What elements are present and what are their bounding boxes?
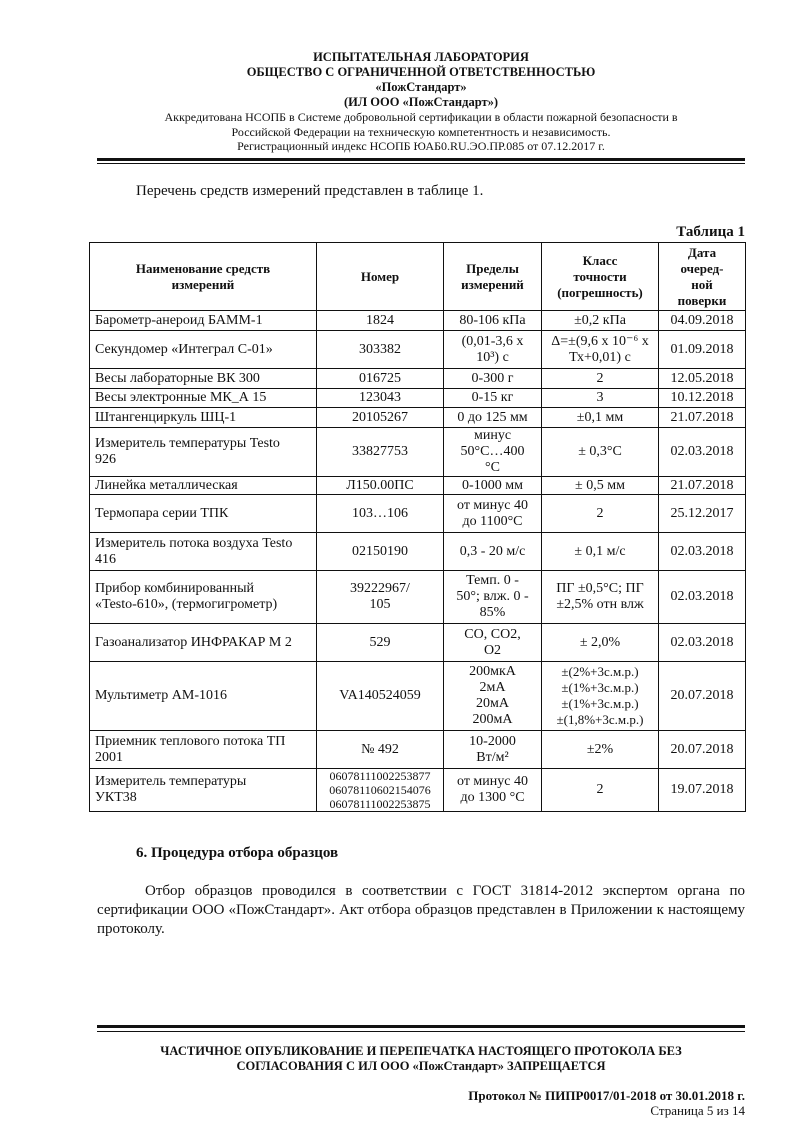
table-row xyxy=(90,662,746,731)
measurement-instruments-table xyxy=(89,242,746,812)
cell-number: № 492 xyxy=(317,731,444,769)
cell-number: 1824 xyxy=(317,311,444,331)
section-paragraph: Отбор образцов проводился в соответствии с ГОСТ 31814-2012 экспертом органа по сертификации ООО «ПожСтандарт». Акт отбора образцов представлен в Приложении к настоящему протоколу. xyxy=(97,883,745,937)
table-row xyxy=(90,311,746,331)
cell-date: 02.03.2018 xyxy=(659,533,746,571)
intro-text: Перечень средств измерений представлен в таблице 1. xyxy=(136,183,484,199)
cell-number: 103…106 xyxy=(317,495,444,533)
cell-name: Мультиметр АМ-1016 xyxy=(90,662,317,731)
cell-date: 25.12.2017 xyxy=(659,495,746,533)
cell-range: 0,3 - 20 м/с xyxy=(444,533,542,571)
cell-range: 10-2000 Вт/м² xyxy=(444,731,542,769)
table-row xyxy=(90,731,746,769)
cell-number: 016725 xyxy=(317,369,444,389)
cell-name: Измеритель потока воздуха Testo 416 xyxy=(90,533,317,571)
cell-number: 20105267 xyxy=(317,408,444,428)
cell-date: 01.09.2018 xyxy=(659,331,746,369)
cell-accuracy: ±0,2 кПа xyxy=(542,311,659,331)
table-row xyxy=(90,477,746,495)
cell-range: 80-106 кПа xyxy=(444,311,542,331)
cell-range: 200мкА 2мА 20мА 200мА xyxy=(444,662,542,731)
table-row xyxy=(90,495,746,533)
cell-range: Темп. 0 - 50°; влж. 0 - 85% xyxy=(444,571,542,624)
cell-accuracy: ± 2,0% xyxy=(542,624,659,662)
cell-date: 02.03.2018 xyxy=(659,624,746,662)
cell-date: 12.05.2018 xyxy=(659,369,746,389)
header-line-1: ИСПЫТАТЕЛЬНАЯ ЛАБОРАТОРИЯ xyxy=(313,50,529,64)
cell-number: 02150190 xyxy=(317,533,444,571)
header-line-4: (ИЛ ООО «ПожСтандарт») xyxy=(343,95,499,109)
cell-range: 0-300 г xyxy=(444,369,542,389)
cell-date: 04.09.2018 xyxy=(659,311,746,331)
header-line-5: Аккредитована НСОПБ в Системе добровольной сертификации в области пожарной безопасности в xyxy=(164,110,678,124)
cell-accuracy: ± 0,5 мм xyxy=(542,477,659,495)
cell-date: 20.07.2018 xyxy=(659,662,746,731)
cell-date: 21.07.2018 xyxy=(659,408,746,428)
cell-name: Прибор комбинированный «Testo-610», (термогигрометр) xyxy=(90,571,317,624)
cell-date: 21.07.2018 xyxy=(659,477,746,495)
cell-date: 10.12.2018 xyxy=(659,389,746,408)
cell-name: Барометр-анероид БАММ-1 xyxy=(90,311,317,331)
cell-accuracy: ± 0,1 м/с xyxy=(542,533,659,571)
cell-name: Линейка металлическая xyxy=(90,477,317,495)
table-row xyxy=(90,428,746,477)
cell-accuracy: ±(2%+3с.м.р.) ±(1%+3с.м.р.) ±(1%+3с.м.р.) ±(1,8%+3с.м.р.) xyxy=(542,662,659,731)
cell-name: Весы электронные МК_А 15 xyxy=(90,389,317,408)
table-row xyxy=(90,769,746,812)
header-cell-number: Номер xyxy=(317,243,444,311)
cell-range: СО, СО2, О2 xyxy=(444,624,542,662)
cell-accuracy: ПГ ±0,5°С; ПГ ±2,5% отн влж xyxy=(542,571,659,624)
table-caption: Таблица 1 xyxy=(676,224,745,240)
table-row xyxy=(90,369,746,389)
cell-name: Термопара серии ТПК xyxy=(90,495,317,533)
cell-name: Газоанализатор ИНФРАКАР М 2 xyxy=(90,624,317,662)
protocol-info xyxy=(468,1088,745,1118)
cell-range: 0-1000 мм xyxy=(444,477,542,495)
cell-accuracy: ± 0,3°С xyxy=(542,428,659,477)
cell-accuracy: 3 xyxy=(542,389,659,408)
cell-range: от минус 40 до 1100°С xyxy=(444,495,542,533)
cell-name: Весы лабораторные ВК 300 xyxy=(90,369,317,389)
cell-accuracy: ±0,1 мм xyxy=(542,408,659,428)
footer-line-1: ЧАСТИЧНОЕ ОПУБЛИКОВАНИЕ И ПЕРЕПЕЧАТКА НАСТОЯЩЕГО ПРОТОКОЛА БЕЗ xyxy=(160,1044,682,1058)
cell-range: минус 50°С…400 °С xyxy=(444,428,542,477)
table-row xyxy=(90,408,746,428)
cell-date: 20.07.2018 xyxy=(659,731,746,769)
section-title: 6. Процедура отбора образцов xyxy=(136,845,339,861)
cell-date: 02.03.2018 xyxy=(659,428,746,477)
cell-range: 0 до 125 мм xyxy=(444,408,542,428)
cell-accuracy: 2 xyxy=(542,769,659,812)
footer-divider-thin xyxy=(97,1031,745,1032)
table-row xyxy=(90,571,746,624)
header-cell-range: Пределы измерений xyxy=(444,243,542,311)
cell-number: 529 xyxy=(317,624,444,662)
header-line-2: ОБЩЕСТВО С ОГРАНИЧЕННОЙ ОТВЕТСТВЕННОСТЬЮ xyxy=(246,65,596,79)
table-row xyxy=(90,389,746,408)
cell-range: 0-15 кг xyxy=(444,389,542,408)
cell-number: 39222967/ 105 xyxy=(317,571,444,624)
cell-range: от минус 40 до 1300 °С xyxy=(444,769,542,812)
cell-range: (0,01-3,6 х 10³) с xyxy=(444,331,542,369)
header-line-3: «ПожСтандарт» xyxy=(375,80,467,94)
cell-name: Штангенциркуль ШЦ-1 xyxy=(90,408,317,428)
cell-name: Измеритель температуры УКТ38 xyxy=(90,769,317,812)
cell-number: Л150.00ПС xyxy=(317,477,444,495)
table-body xyxy=(90,311,746,812)
cell-number: VA140524059 xyxy=(317,662,444,731)
cell-number: 303382 xyxy=(317,331,444,369)
header-divider-thin xyxy=(97,163,745,164)
page-number: Страница 5 из 14 xyxy=(650,1103,745,1118)
footer-notice xyxy=(97,1044,745,1074)
header-line-7: Регистрационный индекс НСОПБ ЮАБ0.RU.ЭО.ПР.085 от 07.12.2017 г. xyxy=(237,139,605,153)
header-cell-date: Дата очеред- ной поверки xyxy=(659,243,746,311)
footer-line-2: СОГЛАСОВАНИЯ С ИЛ ООО «ПожСтандарт» ЗАПРЕЩАЕТСЯ xyxy=(236,1059,606,1073)
footer-divider-thick xyxy=(97,1025,745,1028)
cell-accuracy: 2 xyxy=(542,495,659,533)
cell-name: Приемник теплового потока ТП 2001 xyxy=(90,731,317,769)
header-divider-thick xyxy=(97,158,745,161)
header-cell-accuracy: Класс точности (погрешность) xyxy=(542,243,659,311)
header-cell-name: Наименование средств измерений xyxy=(90,243,317,311)
document-header xyxy=(97,50,745,154)
cell-accuracy: ±2% xyxy=(542,731,659,769)
cell-accuracy: 2 xyxy=(542,369,659,389)
header-line-6: Российской Федерации на техническую компетентность и независимость. xyxy=(231,124,611,139)
table-header-row xyxy=(90,243,746,311)
cell-number: 33827753 xyxy=(317,428,444,477)
cell-name: Измеритель температуры Testo 926 xyxy=(90,428,317,477)
cell-accuracy: Δ=±(9,6 х 10⁻⁶ х Тх+0,01) с xyxy=(542,331,659,369)
table-row xyxy=(90,533,746,571)
cell-name: Секундомер «Интеграл С-01» xyxy=(90,331,317,369)
cell-date: 19.07.2018 xyxy=(659,769,746,812)
table-row xyxy=(90,624,746,662)
cell-date: 02.03.2018 xyxy=(659,571,746,624)
cell-number: 123043 xyxy=(317,389,444,408)
protocol-number: Протокол № ПИПР0017/01-2018 от 30.01.2018 г. xyxy=(468,1088,745,1103)
table-row xyxy=(90,331,746,369)
cell-number: 06078111002253877 06078110602154076 06078111002253875 xyxy=(317,769,444,812)
